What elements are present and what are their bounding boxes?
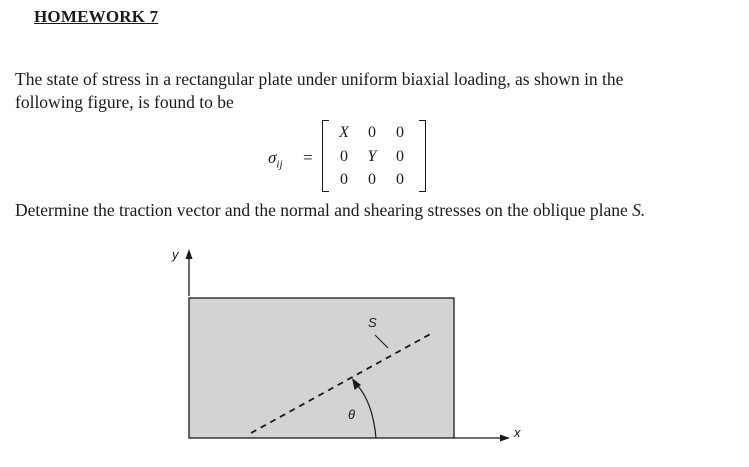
y-axis-arrowhead [186, 249, 193, 259]
matrix-cell: 0 [340, 171, 348, 188]
equals-sign: = [303, 148, 313, 167]
x-axis-label: x [514, 425, 521, 440]
matrix-cell: 0 [396, 171, 404, 188]
question-plane: S. [632, 200, 646, 220]
sigma-subscript: ij [276, 158, 283, 171]
statement-line-2: following figure, is found to be [15, 92, 234, 112]
x-axis-arrowhead [500, 435, 510, 442]
matrix-cell: 0 [340, 148, 348, 165]
sigma-char: σ [268, 148, 277, 167]
matrix-cell: 0 [368, 124, 376, 141]
matrix-cell: 0 [396, 124, 404, 141]
question-main: Determine the traction vector and the normal and shearing stresses on the oblique plane [15, 200, 633, 220]
plane-s-label: S [368, 315, 377, 330]
theta-label: θ [348, 407, 356, 422]
matrix-cell: Y [367, 148, 377, 165]
statement-line-1: The state of stress in a rectangular plate under uniform biaxial loading, as shown in the [15, 69, 624, 89]
rectangular-plate [189, 298, 454, 438]
matrix-cell: X [339, 124, 349, 141]
matrix-cell: 0 [368, 171, 376, 188]
homework-title: HOMEWORK 7 [34, 7, 159, 26]
y-axis-label: y [172, 247, 179, 262]
matrix-cell: 0 [396, 148, 404, 165]
